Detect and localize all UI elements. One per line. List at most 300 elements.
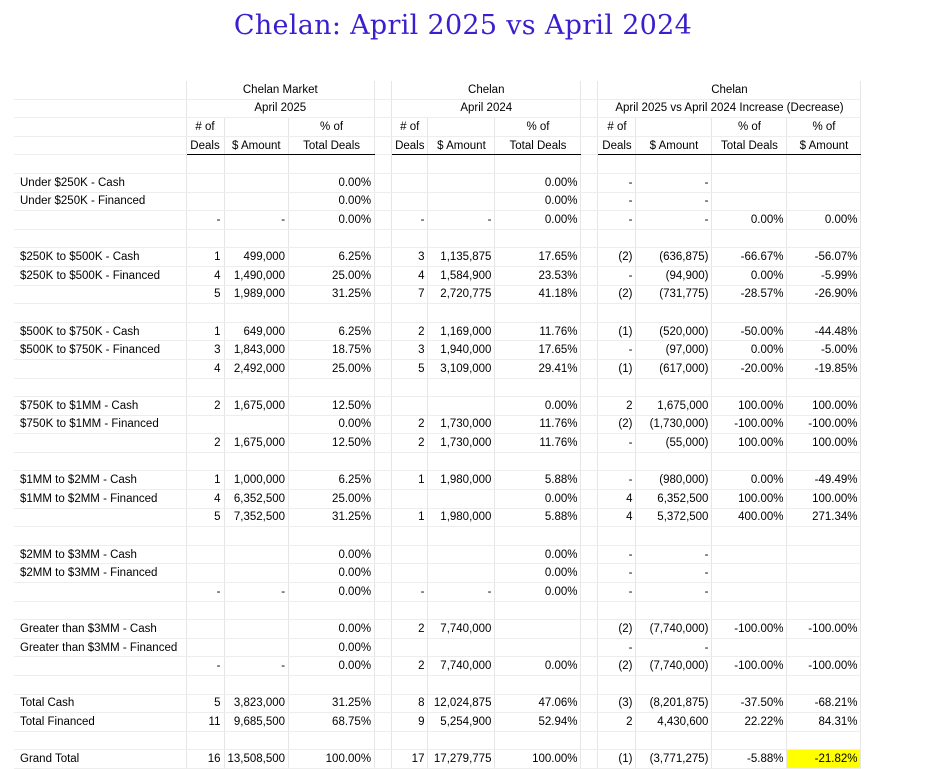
table-cell [495, 601, 581, 620]
table-cell: 25.00% [289, 490, 375, 509]
table-cell: 2 [392, 657, 428, 676]
table-cell [186, 731, 224, 750]
table-cell [224, 564, 289, 583]
table-cell: 47.06% [495, 694, 581, 713]
grand-total-row [14, 750, 861, 769]
table-cell: (94,900) [636, 266, 712, 285]
table-cell: 1,989,000 [224, 285, 289, 304]
table-cell: 499,000 [224, 248, 289, 267]
table-cell: -66.67% [712, 248, 787, 267]
table-cell: 22.22% [712, 713, 787, 732]
row-label: $500K to $750K - Cash [14, 322, 186, 341]
table-cell [495, 378, 581, 397]
table-cell: 1,135,875 [428, 248, 495, 267]
header-row-group-subtitles [14, 99, 861, 118]
row-label: $500K to $750K - Financed [14, 341, 186, 360]
table-cell: 18.75% [289, 341, 375, 360]
table-cell: - [392, 211, 428, 230]
table-cell [224, 731, 289, 750]
table-cell [224, 545, 289, 564]
row-label [14, 211, 186, 230]
row-label: Greater than $3MM - Financed [14, 638, 186, 657]
table-cell [224, 452, 289, 471]
table-cell: 3 [186, 341, 224, 360]
table-cell: 1,843,000 [224, 341, 289, 360]
column-header: $ Amount [224, 136, 289, 155]
table-cell: 6.25% [289, 471, 375, 490]
table-cell: 5.88% [495, 508, 581, 527]
table-cell: 0.00% [289, 638, 375, 657]
table-cell: 2 [598, 713, 636, 732]
table-cell: 5,254,900 [428, 713, 495, 732]
group-subtitle-change: April 2025 vs April 2024 Increase (Decrease) [598, 99, 861, 118]
table-cell [186, 620, 224, 639]
table-cell: (3) [598, 694, 636, 713]
table-cell: 100.00% [787, 490, 861, 509]
table-cell: 0.00% [289, 415, 375, 434]
table-cell: 3 [392, 248, 428, 267]
table-cell: 41.18% [495, 285, 581, 304]
column-header: Total Deals [712, 136, 787, 155]
spacer-row [14, 601, 861, 620]
table-cell [428, 545, 495, 564]
table-cell [787, 545, 861, 564]
table-cell: 4 [598, 508, 636, 527]
table-cell: 6,352,500 [636, 490, 712, 509]
table-cell [787, 452, 861, 471]
table-cell: (617,000) [636, 359, 712, 378]
table-cell: 0.00% [289, 545, 375, 564]
table-cell [495, 304, 581, 323]
row-label: $250K to $500K - Cash [14, 248, 186, 267]
group-title-2025: Chelan Market [186, 81, 375, 99]
table-cell: (55,000) [636, 434, 712, 453]
table-cell [289, 452, 375, 471]
table-cell: (980,000) [636, 471, 712, 490]
table-cell: 100.00% [712, 490, 787, 509]
table-cell [495, 731, 581, 750]
table-cell [392, 397, 428, 416]
row-label [14, 155, 186, 174]
row-label: $2MM to $3MM - Financed [14, 564, 186, 583]
table-cell: 2 [392, 415, 428, 434]
row-label: Under $250K - Cash [14, 173, 186, 192]
table-row [14, 415, 861, 434]
table-cell: -100.00% [712, 620, 787, 639]
table-cell [712, 378, 787, 397]
table-cell [428, 155, 495, 174]
row-label [14, 304, 186, 323]
table-cell [289, 378, 375, 397]
table-cell [224, 620, 289, 639]
table-cell: 0.00% [289, 211, 375, 230]
table-cell: 11.76% [495, 415, 581, 434]
table-cell: 23.53% [495, 266, 581, 285]
table-cell [224, 601, 289, 620]
table-cell [392, 192, 428, 211]
row-label: Total Cash [14, 694, 186, 713]
table-cell [289, 527, 375, 546]
table-cell [392, 676, 428, 695]
table-cell [224, 229, 289, 248]
table-cell: - [598, 638, 636, 657]
table-cell [712, 564, 787, 583]
table-cell: 3,109,000 [428, 359, 495, 378]
table-cell: 1,000,000 [224, 471, 289, 490]
spacer-row [14, 378, 861, 397]
table-cell: (2) [598, 415, 636, 434]
row-label: Greater than $3MM - Cash [14, 620, 186, 639]
table-cell [428, 304, 495, 323]
table-cell: (2) [598, 285, 636, 304]
row-label [14, 378, 186, 397]
table-cell [787, 155, 861, 174]
table-cell [428, 601, 495, 620]
row-label [14, 359, 186, 378]
table-cell: 1 [186, 322, 224, 341]
table-cell: 100.00% [289, 750, 375, 769]
table-cell: - [428, 211, 495, 230]
header-row-1 [14, 118, 861, 137]
table-cell: -26.90% [787, 285, 861, 304]
table-cell: 17.65% [495, 341, 581, 360]
column-header: % of [712, 118, 787, 137]
table-cell: 16 [186, 750, 224, 769]
row-label: $1MM to $2MM - Cash [14, 471, 186, 490]
table-cell: 1,169,000 [428, 322, 495, 341]
table-cell [428, 564, 495, 583]
table-cell: 8 [392, 694, 428, 713]
table-cell: -100.00% [712, 415, 787, 434]
table-cell [712, 192, 787, 211]
table-cell [636, 229, 712, 248]
table-cell [787, 192, 861, 211]
table-cell: 649,000 [224, 322, 289, 341]
table-row [14, 341, 861, 360]
table-cell [787, 173, 861, 192]
table-cell [392, 545, 428, 564]
table-cell: -56.07% [787, 248, 861, 267]
table-cell [787, 583, 861, 602]
table-cell: -100.00% [787, 657, 861, 676]
table-cell [186, 601, 224, 620]
table-cell: 0.00% [495, 192, 581, 211]
table-cell: -37.50% [712, 694, 787, 713]
table-cell: (1) [598, 322, 636, 341]
table-cell: 1 [186, 471, 224, 490]
table-cell [712, 601, 787, 620]
table-cell: 12.50% [289, 434, 375, 453]
table-cell [392, 229, 428, 248]
table-cell [712, 583, 787, 602]
table-cell: 100.00% [495, 750, 581, 769]
table-cell: - [598, 192, 636, 211]
row-label: Grand Total [14, 750, 186, 769]
row-label [14, 527, 186, 546]
table-cell: 11.76% [495, 434, 581, 453]
subtotal-row [14, 211, 861, 230]
table-cell: 5 [392, 359, 428, 378]
spacer-row [14, 452, 861, 471]
table-cell: -28.57% [712, 285, 787, 304]
table-cell: 6.25% [289, 248, 375, 267]
table-cell [712, 676, 787, 695]
table-cell: 0.00% [495, 564, 581, 583]
spacer-row [14, 676, 861, 695]
row-label: Under $250K - Financed [14, 192, 186, 211]
column-header: $ Amount [428, 136, 495, 155]
table-cell [392, 173, 428, 192]
table-cell [428, 452, 495, 471]
column-header: % of [495, 118, 581, 137]
table-row [14, 471, 861, 490]
column-header: Total Deals [289, 136, 375, 155]
table-cell: - [186, 657, 224, 676]
table-cell: 7,352,500 [224, 508, 289, 527]
table-cell: 11.76% [495, 322, 581, 341]
table-cell [186, 452, 224, 471]
spacer-row [14, 731, 861, 750]
column-header: Deals [598, 136, 636, 155]
table-cell: 13,508,500 [224, 750, 289, 769]
table-cell: 1,940,000 [428, 341, 495, 360]
table-cell: - [598, 545, 636, 564]
table-cell [598, 601, 636, 620]
table-cell: 3,823,000 [224, 694, 289, 713]
table-cell: 1,675,000 [636, 397, 712, 416]
table-cell: 3 [392, 341, 428, 360]
table-cell: 52.94% [495, 713, 581, 732]
table-cell [289, 731, 375, 750]
table-cell: 31.25% [289, 694, 375, 713]
table-cell: 68.75% [289, 713, 375, 732]
table-cell [712, 304, 787, 323]
table-cell [712, 452, 787, 471]
table-cell: 4,430,600 [636, 713, 712, 732]
table-cell [712, 229, 787, 248]
table-cell [712, 545, 787, 564]
table-cell: (1) [598, 359, 636, 378]
table-cell: 0.00% [712, 341, 787, 360]
table-cell [186, 378, 224, 397]
spacer-row [14, 155, 861, 174]
table-row [14, 397, 861, 416]
table-cell: -5.99% [787, 266, 861, 285]
table-cell [787, 229, 861, 248]
table-row [14, 545, 861, 564]
table-cell: 7,740,000 [428, 657, 495, 676]
table-cell [392, 304, 428, 323]
column-header: # of [598, 118, 636, 137]
table-row [14, 713, 861, 732]
table-cell [636, 527, 712, 546]
table-cell: - [598, 266, 636, 285]
table-cell: 100.00% [787, 434, 861, 453]
table-cell [392, 564, 428, 583]
table-row [14, 173, 861, 192]
table-cell: -5.88% [712, 750, 787, 769]
table-cell: 17,279,775 [428, 750, 495, 769]
table-cell: - [636, 211, 712, 230]
table-cell [392, 638, 428, 657]
table-cell [289, 304, 375, 323]
table-cell: (520,000) [636, 322, 712, 341]
column-header: % of [289, 118, 375, 137]
spacer-row [14, 304, 861, 323]
table-cell [224, 173, 289, 192]
group-subtitle-2025: April 2025 [186, 99, 375, 118]
spacer-row [14, 229, 861, 248]
table-cell: (1) [598, 750, 636, 769]
table-cell [186, 638, 224, 657]
table-cell [224, 192, 289, 211]
table-cell: (731,775) [636, 285, 712, 304]
table-cell [636, 155, 712, 174]
table-cell: 5 [186, 694, 224, 713]
table-cell: 1,980,000 [428, 471, 495, 490]
row-label [14, 583, 186, 602]
table-cell [224, 415, 289, 434]
table-cell [712, 527, 787, 546]
column-header [428, 118, 495, 137]
table-cell: 0.00% [495, 173, 581, 192]
table-cell [392, 490, 428, 509]
table-cell [289, 155, 375, 174]
table-cell [787, 304, 861, 323]
table-cell: 0.00% [289, 564, 375, 583]
table-cell: (7,740,000) [636, 620, 712, 639]
table-row [14, 564, 861, 583]
table-cell: 31.25% [289, 508, 375, 527]
table-cell: - [636, 545, 712, 564]
table-cell: - [598, 583, 636, 602]
table-cell: -100.00% [787, 415, 861, 434]
table-cell: 1,675,000 [224, 397, 289, 416]
table-cell: 2 [392, 620, 428, 639]
table-cell [636, 304, 712, 323]
row-label [14, 452, 186, 471]
table-cell: 9,685,500 [224, 713, 289, 732]
table-cell [224, 155, 289, 174]
table-cell [787, 527, 861, 546]
table-cell: - [598, 434, 636, 453]
table-cell [428, 378, 495, 397]
table-cell: 29.41% [495, 359, 581, 378]
table-cell [428, 173, 495, 192]
row-label: $2MM to $3MM - Cash [14, 545, 186, 564]
table-cell [428, 397, 495, 416]
table-cell: 2 [392, 434, 428, 453]
column-header [636, 118, 712, 137]
row-label [14, 229, 186, 248]
table-cell [392, 527, 428, 546]
table-cell [428, 638, 495, 657]
table-cell: 0.00% [495, 490, 581, 509]
table-cell [598, 676, 636, 695]
table-cell [224, 304, 289, 323]
table-cell [787, 601, 861, 620]
subtotal-row [14, 285, 861, 304]
table-row [14, 490, 861, 509]
table-cell [392, 452, 428, 471]
table-cell: 7 [392, 285, 428, 304]
row-label: $1MM to $2MM - Financed [14, 490, 186, 509]
table-cell: 11 [186, 713, 224, 732]
table-cell: 0.00% [289, 192, 375, 211]
table-cell [712, 638, 787, 657]
table-cell [495, 638, 581, 657]
table-cell [186, 527, 224, 546]
table-cell [186, 155, 224, 174]
table-cell: (8,201,875) [636, 694, 712, 713]
table-cell [392, 378, 428, 397]
table-cell: 2 [392, 322, 428, 341]
table-cell [186, 676, 224, 695]
table-cell: 0.00% [495, 397, 581, 416]
table-cell: 100.00% [787, 397, 861, 416]
table-cell: 5 [186, 508, 224, 527]
table-cell: 1 [392, 471, 428, 490]
table-cell [636, 378, 712, 397]
table-cell: 0.00% [289, 657, 375, 676]
table-cell: - [224, 583, 289, 602]
table-cell [636, 676, 712, 695]
table-cell [787, 564, 861, 583]
subtotal-row [14, 583, 861, 602]
row-label: Total Financed [14, 713, 186, 732]
table-cell: (2) [598, 620, 636, 639]
header-row-2 [14, 136, 861, 155]
table-cell: -5.00% [787, 341, 861, 360]
table-cell: - [598, 564, 636, 583]
table-cell: 4 [186, 266, 224, 285]
subtotal-row [14, 508, 861, 527]
table-cell [186, 229, 224, 248]
table-cell: -100.00% [712, 657, 787, 676]
table-cell: (2) [598, 657, 636, 676]
table-cell: (3,771,275) [636, 750, 712, 769]
table-cell: 84.31% [787, 713, 861, 732]
table-cell: 4 [186, 490, 224, 509]
table-row [14, 620, 861, 639]
row-label: $750K to $1MM - Cash [14, 397, 186, 416]
table-cell: - [598, 471, 636, 490]
table-cell: 1 [392, 508, 428, 527]
table-cell: 0.00% [712, 471, 787, 490]
table-cell [598, 378, 636, 397]
table-cell [186, 415, 224, 434]
table-cell: - [636, 583, 712, 602]
table-cell: 2 [186, 434, 224, 453]
table-cell: 2,720,775 [428, 285, 495, 304]
table-cell: 0.00% [712, 211, 787, 230]
table-cell: - [224, 211, 289, 230]
table-cell: 271.34% [787, 508, 861, 527]
table-cell [289, 601, 375, 620]
table-cell [598, 731, 636, 750]
table-cell [712, 155, 787, 174]
table-row [14, 638, 861, 657]
table-cell [636, 601, 712, 620]
table-cell: 400.00% [712, 508, 787, 527]
table-cell: 0.00% [495, 211, 581, 230]
table-cell: 0.00% [712, 266, 787, 285]
table-cell: - [598, 211, 636, 230]
column-header: Deals [186, 136, 224, 155]
group-title-change: Chelan [598, 81, 861, 99]
table-cell [636, 731, 712, 750]
spacer-row [14, 527, 861, 546]
